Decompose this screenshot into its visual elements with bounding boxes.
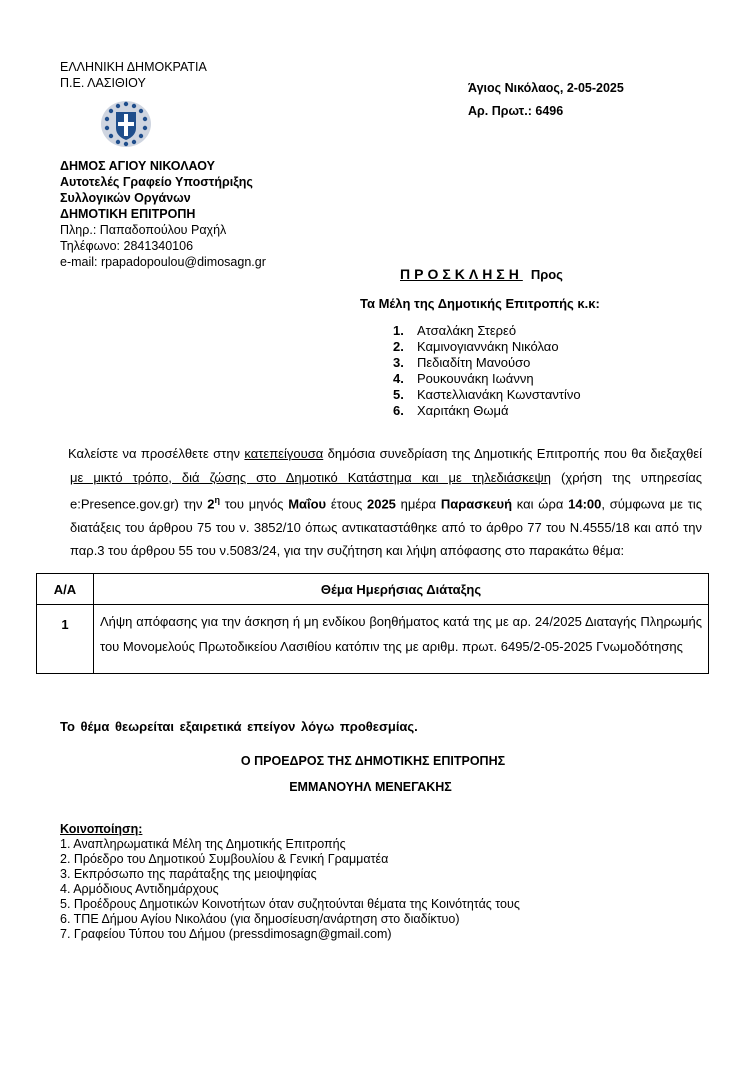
member-number: 3. — [393, 355, 404, 370]
to-label: Προς — [530, 267, 563, 282]
member-item — [393, 323, 581, 339]
signature-role-text: Ο ΠΡΟΕΔΡΟΣ ΤΗΣ ΔΗΜΟΤΙΚΗΣ ΕΠΙΤΡΟΠΗΣ — [240, 754, 506, 768]
body-text: δημόσια συνεδρίαση της Δημοτικής Επιτροπής που θα διεξαχθεί — [323, 446, 702, 461]
meeting-month: Μαΐου — [288, 496, 327, 512]
signature-name-text: ΕΜΜΑΝΟΥΗΛ ΜΕΝΕΓΑΚΗΣ — [289, 780, 452, 794]
distribution-item: 2. Πρόεδρο του Δημοτικού Συμβουλίου & Γενική Γραμματέα — [60, 852, 389, 866]
contact-email: e-mail: rpapadopoulou@dimosagn.gr — [60, 255, 266, 269]
urgent-note: Το θέμα θεωρείται εξαιρετικά επείγον λόγω προθεσμίας. — [60, 719, 418, 734]
invitation-title: ΠΡΟΣΚΛΗΣΗ — [400, 266, 523, 282]
body-text: και ώρα — [512, 496, 569, 512]
agenda-row-number: 1 — [37, 605, 94, 674]
committee-name: ΔΗΜΟΤΙΚΗ ΕΠΙΤΡΟΠΗ — [60, 207, 196, 221]
member-name: Πεδιαδίτη Μανούσο — [417, 355, 531, 370]
signature-role — [0, 754, 751, 768]
country-line: ΕΛΛΗΝΙΚΗ ΔΗΜΟΚΡΑΤΙΑ — [60, 60, 207, 74]
body-text: (χρήση της υπηρεσίας e:Presence.gov.gr) την — [70, 469, 702, 512]
greek-emblem-icon — [100, 100, 152, 148]
distribution-item: 3. Εκπρόσωπο της παράταξης της μειοψηφίας — [60, 867, 317, 881]
member-number: 2. — [393, 339, 404, 354]
body-text: έτους — [326, 496, 367, 512]
agenda-row-subject: Λήψη απόφασης για την άσκηση ή μη ενδίκου βοηθήματος κατά της με αρ. 24/2025 Διαταγής Πληρωμής του Μονομελούς Πρωτοδικείου Λασιθίου κατόπιν της με αριθμ. πρωτ. 6495/2-05-2025 Γνωμοδότησης — [94, 605, 709, 674]
member-item — [393, 371, 581, 387]
office-name-line2: Συλλογικών Οργάνων — [60, 191, 191, 205]
office-block — [60, 158, 266, 270]
member-number: 5. — [393, 387, 404, 402]
contact-person: Πληρ.: Παπαδοπούλου Ραχήλ — [60, 223, 227, 237]
member-number: 6. — [393, 403, 404, 418]
member-number: 1. — [393, 323, 404, 338]
member-name: Χαριτάκη Θωμά — [417, 403, 509, 418]
member-item — [393, 355, 581, 371]
agenda-header-row — [37, 574, 709, 605]
region-line: Π.Ε. ΛΑΣΙΘΙΟΥ — [60, 76, 146, 90]
signature-name — [0, 780, 751, 794]
distribution-item: 5. Προέδρους Δημοτικών Κοινοτήτων όταν συζητούνται θέματα της Κοινότητάς τους — [60, 897, 520, 911]
meeting-weekday: Παρασκευή — [440, 496, 513, 512]
member-name: Ρουκουνάκη Ιωάννη — [417, 371, 534, 386]
invitation-paragraph — [70, 442, 702, 563]
distribution-item: 7. Γραφείου Τύπου του Δήμου (pressdimosagn@gmail.com) — [60, 927, 392, 941]
invitation-title-row — [400, 266, 563, 282]
issuer-block — [60, 59, 207, 91]
agenda-table — [36, 573, 709, 674]
member-name: Καμινογιαννάκη Νικόλαο — [417, 339, 559, 354]
urgent-word: κατεπείγουσα — [244, 446, 324, 461]
office-name-line1: Αυτοτελές Γραφείο Υποστήριξης — [60, 175, 253, 189]
member-item — [393, 387, 581, 403]
distribution-item: 4. Αρμόδιους Αντιδημάρχους — [60, 882, 219, 896]
body-text: Καλείστε να προσέλθετε στην — [68, 446, 245, 461]
meeting-year: 2025 — [366, 496, 396, 512]
meeting-time: 14:00 — [568, 496, 602, 512]
member-name: Ατσαλάκη Στερεό — [417, 323, 517, 338]
municipality-name: ΔΗΜΟΣ ΑΓΙΟΥ ΝΙΚΟΛΑΟΥ — [60, 159, 215, 173]
distribution-list — [60, 837, 520, 942]
agenda-col-subject: Θέμα Ημερήσιας Διάταξης — [94, 574, 709, 605]
contact-phone: Τηλέφωνο: 2841340106 — [60, 239, 194, 253]
member-item — [393, 403, 581, 419]
agenda-col-number: Α/Α — [37, 574, 94, 605]
distribution-item: 1. Αναπληρωματικά Μέλη της Δημοτικής Επιτροπής — [60, 837, 346, 851]
protocol-number: Αρ. Πρωτ.: 6496 — [468, 104, 564, 118]
body-text: ημέρα — [395, 496, 441, 512]
members-list — [393, 323, 581, 419]
distribution-item: 6. ΤΠΕ Δήμου Αγίου Νικολάου (για δημοσίευση/ανάρτηση στο διαδίκτυο) — [60, 912, 460, 926]
meeting-day: 2 — [207, 496, 215, 512]
meeting-mode: με μικτό τρόπο, διά ζώσης στο Δημοτικό Κατάστημα και με τηλεδιάσκεψη — [70, 469, 551, 485]
member-name: Καστελλιανάκη Κωνσταντίνο — [417, 387, 581, 402]
day-suffix: η — [214, 495, 220, 505]
body-text: , σύμφωνα με τις διατάξεις του άρθρου 75 του ν. 3852/10 όπως αντικαταστάθηκε από το άρθρο 77 του Ν.4555/18 και από την παρ.3 του άρθρου 55 του ν.5083/24, για την συζήτηση και λήψη απόφασης στο παρακάτω θέμα: — [70, 496, 702, 559]
body-text: του μηνός — [219, 496, 289, 512]
member-number: 4. — [393, 371, 404, 386]
distribution-block — [60, 822, 520, 942]
distribution-heading: Κοινοποίηση: — [60, 822, 143, 836]
place-date: Άγιος Νικόλαος, 2-05-2025 — [468, 81, 624, 95]
member-item — [393, 339, 581, 355]
recipients-heading: Τα Μέλη της Δημοτικής Επιτροπής κ.κ: — [360, 296, 600, 311]
agenda-row — [37, 605, 709, 674]
